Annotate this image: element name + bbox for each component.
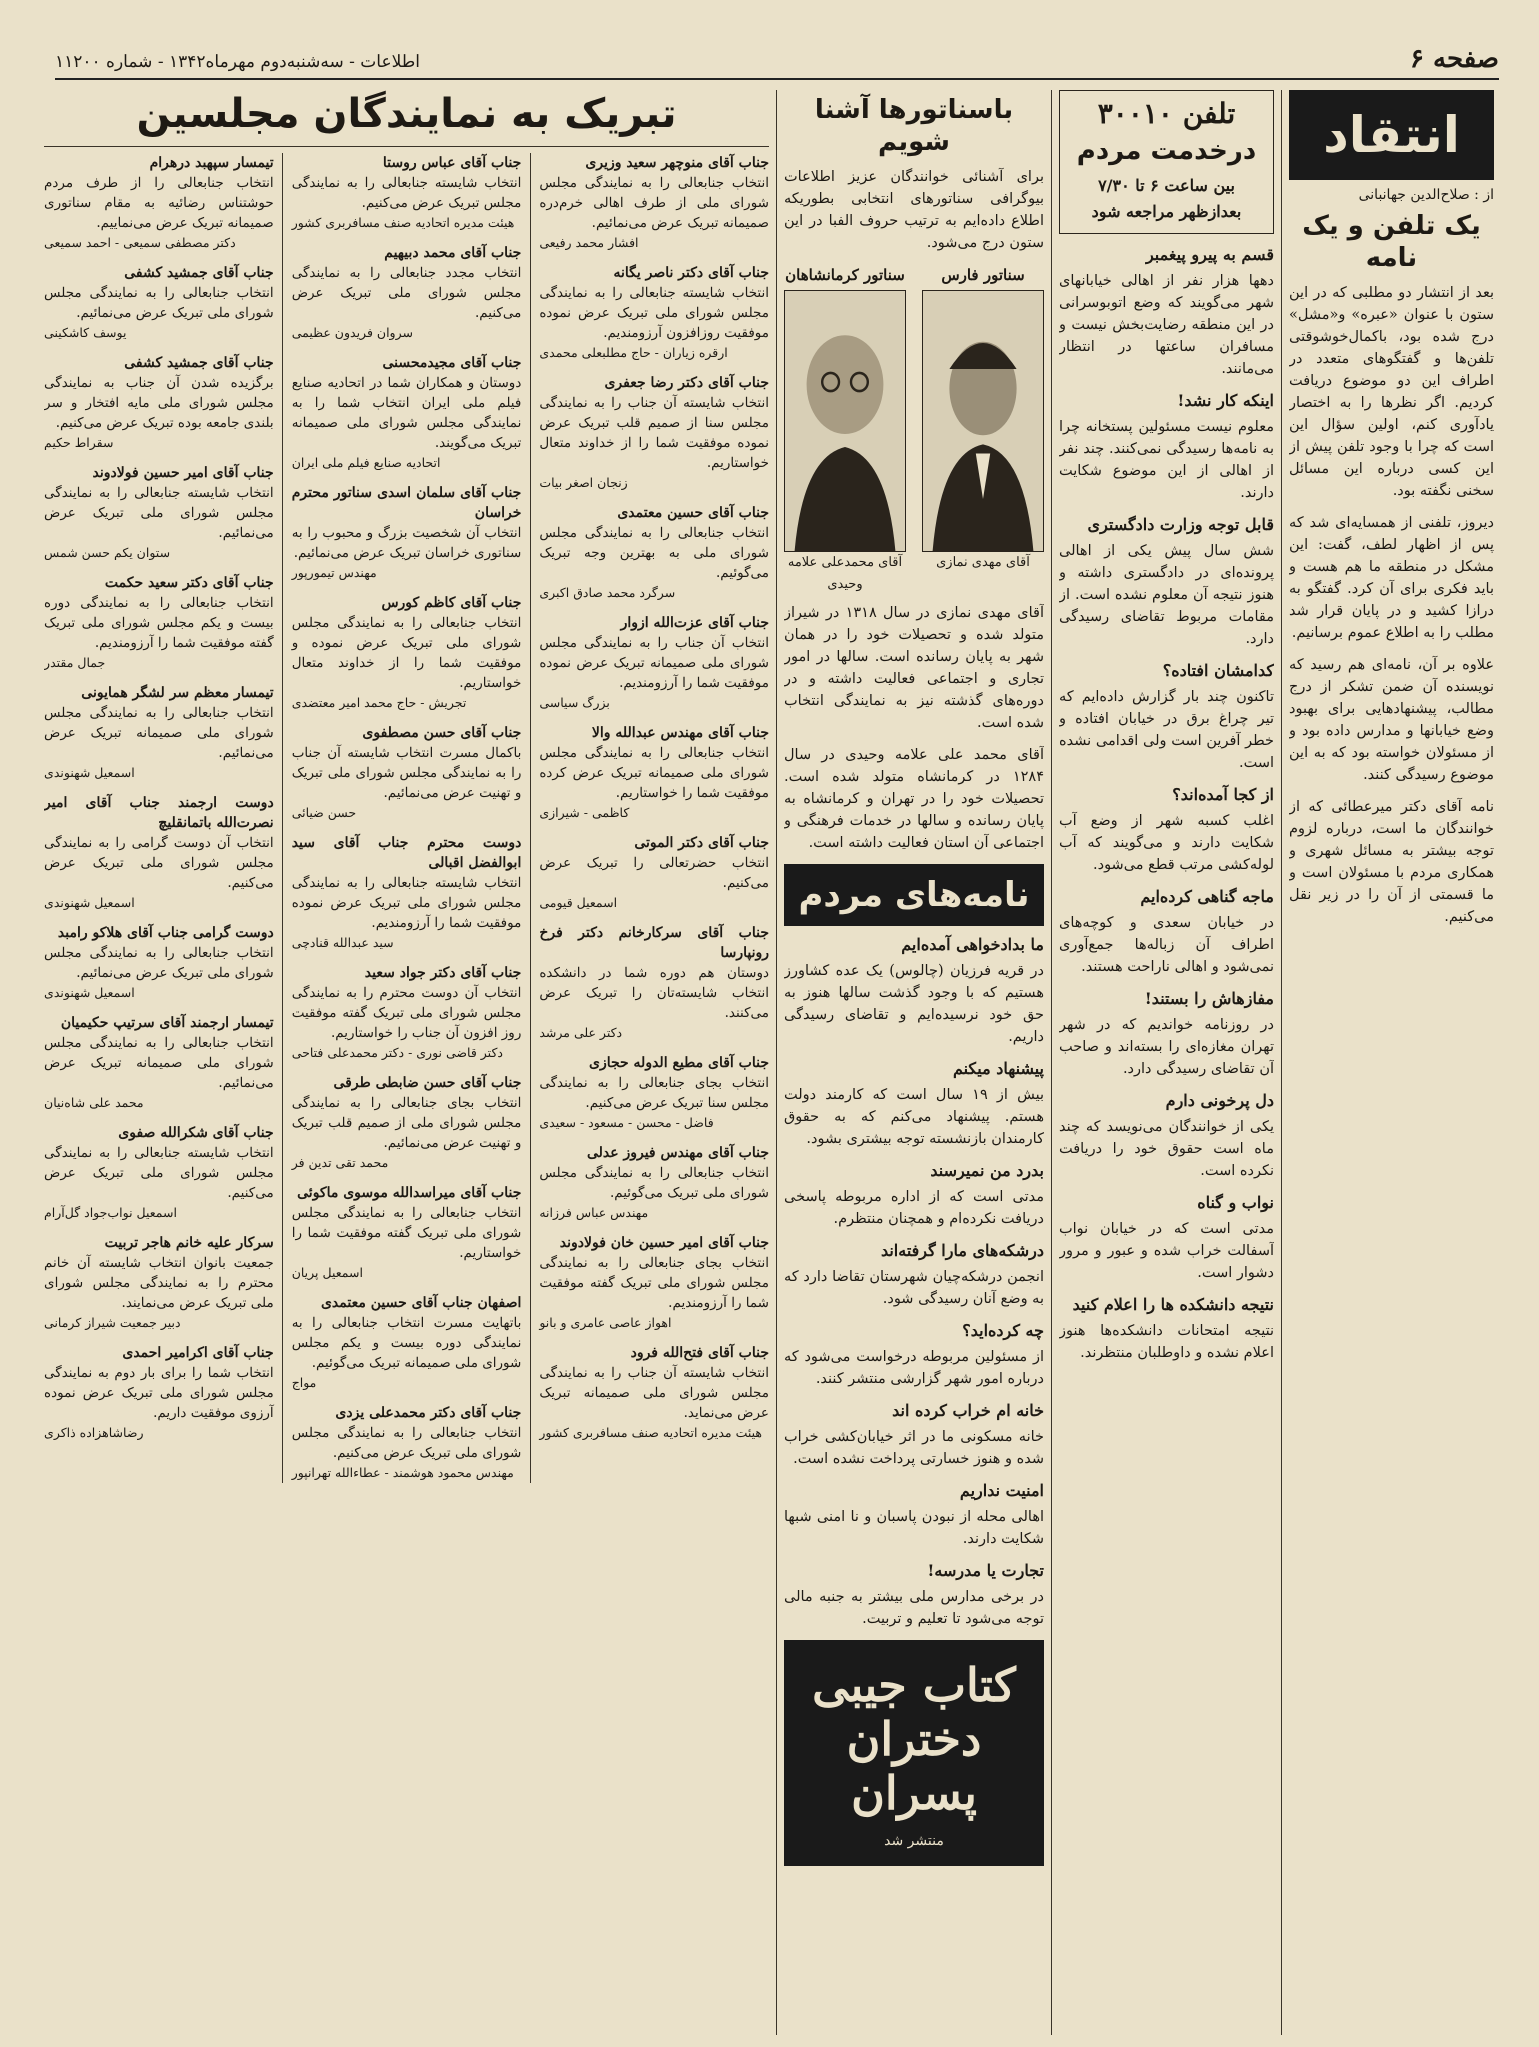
congratulation-head: جناب آقای عزت‌الله ازوار — [620, 615, 769, 631]
criticism-column — [1289, 90, 1494, 2035]
congratulation-head: جناب آقای امیر حسین خان فولادوند — [559, 1235, 769, 1251]
congratulation-body: انتخاب جنابعالی را به نمایندگی مجلس شورای ملی تبریک عرض می‌کنیم. — [291, 1425, 522, 1461]
congratulation-item — [539, 723, 769, 823]
service-item-body: مدتی است که در خیابان نواب آسفالت خراب شده و عبور و مرور دشوار است. — [1059, 1221, 1274, 1281]
senators-column — [784, 90, 1044, 2035]
congratulation-item — [539, 503, 769, 603]
congratulation-body: انتخاب جنابعالی را به نمایندگی مجلس شورای ملی تبریک گفته موفقیت شما را خواستاریم. — [291, 1205, 522, 1261]
letter-body: انجمن درشکه‌چیان شهرستان تقاضا دارد که به وضع آنان رسیدگی شود. — [784, 1269, 1044, 1307]
service-item — [1059, 244, 1274, 380]
letter-item — [784, 1320, 1044, 1390]
congratulation-item — [292, 1403, 522, 1483]
congratulation-head: جناب آقای حسن ضابطی طرقی — [333, 1075, 522, 1091]
congratulation-item — [292, 483, 522, 583]
senator-photo-caption: آقای مهدی نمازی — [936, 555, 1030, 570]
senators-title: باسناتورها آشنا شویم — [814, 95, 1014, 157]
congratulation-signature: اسمعیل نواب‌جواد گل‌آرام — [44, 1205, 177, 1220]
congratulation-head: جناب آقای سرکارخانم دکتر فرخ رونپارسا — [539, 925, 769, 961]
congratulation-body: انتخاب آن جناب را به نمایندگی مجلس شورای ملی صمیمانه تبریک عرض نموده موفقیت شما را آرزومندیم. — [539, 635, 769, 691]
congratulation-body: انتخاب جنابعالی را به نمایندگی دوره بیست و یکم مجلس شورای ملی تبریک گفته موفقیت شما را آرزومندیم. — [44, 595, 274, 651]
letter-item — [784, 1480, 1044, 1550]
senator-bio: آقای محمد علی علامه وحیدی در سال ۱۲۸۴ در کرمانشاه متولد شده است. تحصیلات خود را در تهران و کرمانشاه به پایان رسانده و سالها در خدمات فرهنگی و اجتماعی آن استان فعالیت داشته است. — [784, 747, 1044, 851]
senator-photo-kermanshah — [784, 264, 906, 596]
letter-body: اهالی محله از نبودن پاسبان و نا امنی شبها شکایت دارند. — [784, 1509, 1044, 1547]
portrait-image — [922, 290, 1044, 552]
service-item-body: یکی از خوانندگان می‌نویسد که چند ماه است حقوق خود را دریافت نکرده است. — [1059, 1119, 1274, 1179]
congratulation-item — [44, 1233, 274, 1333]
letter-body: بیش از ۱۹ سال است که کارمند دولت هستم. پیشنهاد می‌کنم که به حقوق کارمندان بازنشسته توجه بیشتری بشود. — [784, 1087, 1044, 1147]
congratulation-body: انتخاب شایسته آن جناب را به نمایندگی مجلس سنا از صمیم قلب تبریک عرض نموده موفقیت شما را از خداوند متعال خواستاریم. — [539, 395, 769, 471]
book-subtitle: منتشر شد — [884, 1833, 944, 1849]
congratulation-head: تیمسار ارجمند آقای سرتیپ حکیمیان — [60, 1015, 274, 1031]
service-item-body: تاکنون چند بار گزارش داده‌ایم که تیر چراغ برق در خیابان افتاده و خطر آفرین است ولی اقدامی نشده است. — [1059, 689, 1274, 771]
service-item — [1059, 988, 1274, 1080]
congratulation-body: انتخاب حضرتعالی را تبریک عرض می‌کنیم. — [539, 855, 769, 891]
congratulation-head: دوست ارجمند جناب آقای امیر نصرت‌الله باتمانقلیچ — [44, 795, 274, 831]
congratulation-head: دوست محترم جناب آقای سید ابوالفضل اقبالی — [291, 835, 522, 871]
column-divider — [776, 90, 777, 2035]
letter-item — [784, 1240, 1044, 1310]
congratulation-signature: مهندس عباس فرزانه — [539, 1205, 649, 1220]
congratulation-head: جناب آقای سلمان اسدی سناتور محترم خراسان — [291, 485, 522, 521]
congratulation-body: انتخاب مجدد جنابعالی را به نمایندگی مجلس شورای ملی تبریک عرض می‌کنیم. — [291, 265, 522, 321]
congratulation-signature: ستوان یکم حسن شمس — [44, 545, 171, 560]
service-item — [1059, 1294, 1274, 1364]
congratulation-head: جناب آقای دکتر سعید حکمت — [104, 575, 274, 591]
congratulation-body: جمعیت بانوان انتخاب شایسته آن خانم محترم را به نمایندگی مجلس شورای ملی تبریک عرض می‌نمایند. — [44, 1255, 274, 1311]
congratulation-body: انتخاب شایسته آن جناب را به نمایندگی مجلس شورای ملی صمیمانه تبریک عرض می‌نماید. — [539, 1365, 769, 1421]
column-divider — [1051, 90, 1052, 2035]
congratulation-signature: زنجان اصغر بیات — [539, 475, 628, 490]
congratulation-signature: افشار محمد رفیعی — [539, 235, 639, 250]
letter-item — [784, 1560, 1044, 1630]
congratulation-item — [539, 833, 769, 913]
congratulation-head: جناب آقای دکتر رضا جعفری — [604, 375, 769, 391]
criticism-byline: از : صلاح‌الدین جهانبانی — [1358, 187, 1494, 203]
book-advertisement — [784, 1640, 1044, 1866]
book-title-word: جیبی — [812, 1658, 907, 1712]
congratulations-list — [44, 153, 769, 1483]
congratulation-body: باکمال مسرت انتخاب شایسته آن جناب را به نمایندگی مجلس شورای ملی تبریک و تهنیت عرض می‌نمائیم. — [291, 745, 522, 801]
service-item — [1059, 390, 1274, 504]
service-title: درخدمت مردم — [1076, 136, 1257, 166]
congratulation-head: جناب آقای اکرامیر احمدی — [122, 1345, 274, 1361]
congratulation-head: تیمسار سپهبد درهرام — [149, 155, 274, 171]
congratulation-item — [292, 353, 522, 473]
congratulation-body: باتهایت مسرت انتخاب جنابعالی را به نمایندگی دوره بیست و یکم مجلس شورای ملی صمیمانه تبریک می‌گوئیم. — [291, 1315, 522, 1371]
service-item — [1059, 1192, 1274, 1284]
service-item — [1059, 514, 1274, 650]
congratulation-signature: محمد علی شاه‌نیان — [44, 1095, 144, 1110]
congratulation-body: انتخاب جنابعالی را به نمایندگی مجلس شورای ملی تبریک عرض می‌نمائیم. — [44, 285, 274, 321]
letter-body: مدتی است که از اداره مربوطه پاسخی دریافت نکرده‌ام و همچنان منتظرم. — [784, 1189, 1044, 1227]
congratulation-body: انتخاب جنابعالی را به نمایندگی مجلس شورای ملی تبریک عرض نموده و موفقیت شما را از خداوند متعال خواستاریم. — [291, 615, 522, 691]
congratulation-item — [539, 263, 769, 363]
congratulation-item — [292, 963, 522, 1063]
criticism-paragraph: نامه آقای دکتر میرعطائی که از خوانندگان ما است، درباره لزوم توجه بیشتر به مسائل شهری و همکاری مردم با مسئولان است و ما قسمتی از آن را در زیر نقل می‌کنیم. — [1289, 799, 1494, 925]
congratulation-head: جناب آقای مهندس عبدالله والا — [591, 725, 769, 741]
service-item-head: نتیجه دانشکده ها را اعلام کنید — [1072, 1295, 1274, 1314]
portrait-image — [784, 290, 906, 552]
congratulation-signature: هیئت مدیره اتحادیه صنف مسافربری کشور — [539, 1425, 762, 1440]
service-hours-note: بعدازظهر مراجعه شود — [1091, 202, 1242, 221]
congratulation-body: دوستان و همکاران شما در اتحادیه صنایع فیلم ملی ایران انتخاب شما را به نمایندگی مجلس شورای ملی صمیمانه تبریک می‌گویند. — [291, 375, 522, 451]
congratulation-head: جناب آقای مطیع الدوله حجازی — [589, 1055, 769, 1071]
criticism-logo: انتقاد — [1289, 90, 1494, 180]
masthead — [55, 38, 1499, 80]
letter-item — [784, 1400, 1044, 1470]
congratulation-signature: کاظمی - شیرازی — [539, 805, 630, 820]
congratulation-head: جناب آقای حسن مصطفوی — [362, 725, 522, 741]
senator-photo-fars — [922, 264, 1044, 596]
congratulation-head: جناب آقای فتح‌الله فرود — [630, 1345, 769, 1361]
congratulation-head: جناب آقای منوچهر سعید وزیری — [585, 155, 769, 171]
service-item-body: نتیجه امتحانات دانشکده‌ها هنوز اعلام نشده و داوطلبان منتظرند. — [1059, 1323, 1274, 1361]
congratulation-item — [44, 1013, 274, 1113]
congratulation-item — [292, 1293, 522, 1393]
senator-photo-head: سناتور کرمانشاهان — [785, 266, 905, 284]
congratulation-signature: اسمعیل شهنوندی — [44, 895, 135, 910]
congratulation-head: سرکار علیه خانم هاجر تربیت — [104, 1235, 274, 1251]
congratulation-body: انتخاب جنابعالی را به نمایندگی مجلس شورای ملی تبریک می‌گوئیم. — [539, 1165, 769, 1201]
congratulation-item — [539, 1233, 769, 1333]
congratulation-item — [292, 593, 522, 713]
congratulation-item — [44, 153, 274, 253]
letter-head: امنیت نداریم — [959, 1481, 1044, 1500]
congratulation-signature: ارقره زیاران - حاج مطلبعلی محمدی — [539, 345, 728, 360]
congratulation-item — [539, 613, 769, 713]
letter-head: درشکه‌های مارا گرفته‌اند — [880, 1241, 1044, 1260]
congratulation-head: تیمسار معظم سر لشگر همایونی — [81, 685, 274, 701]
congratulation-head: جناب آقای امیر حسین فولادوند — [92, 465, 274, 481]
congratulation-item — [292, 1183, 522, 1283]
letter-head: ما بدادخواهی آمده‌ایم — [901, 935, 1044, 954]
congratulation-item — [292, 153, 522, 233]
senator-photo-caption: آقای محمدعلی علامه وحیدی — [787, 555, 903, 592]
letter-item — [784, 1058, 1044, 1150]
congratulation-head: جناب آقای دکتر محمدعلی یزدی — [335, 1405, 522, 1421]
congratulation-head: جناب آقای مهندس فیروز عدلی — [586, 1145, 769, 1161]
congratulation-body: انتخاب جنابعالی را به نمایندگی مجلس شورای ملی به بهترین وجه تبریک می‌گوئیم. — [539, 525, 769, 581]
service-item-head: ماجه گناهی کرده‌ایم — [1140, 887, 1274, 906]
congratulation-head: جناب آقای کاظم کورس — [381, 595, 522, 611]
congratulation-head: جناب آقای عباس روستا — [382, 155, 522, 171]
senator-bio: آقای مهدی نمازی در سال ۱۳۱۸ در شیراز متولد شده و تحصیلات خود را در همان شهر به پایان رسانده است. سالها در امور تجاری و اجتماعی فعالیت داشته و در دوره‌های گذشته نیز به نمایندگی انتخاب شده است. — [784, 605, 1044, 731]
service-item — [1059, 886, 1274, 978]
congratulation-body: انتخاب جنابعالی را از طرف مردم حوشتناس رضائیه به مقام سناتوری صمیمانه تبریک عرض می‌نماییم. — [44, 175, 274, 231]
service-item-body: در خیابان سعدی و کوچه‌های اطراف آن زباله‌ها جمع‌آوری نمی‌شود و اهالی ناراحت هستند. — [1059, 915, 1274, 975]
congratulation-signature: اسمعیل قیومی — [539, 895, 618, 910]
congratulation-item — [44, 793, 274, 913]
congratulation-body: انتخاب آن دوست گرامی را به نمایندگی مجلس شورای ملی تبریک عرض می‌کنیم. — [44, 835, 274, 891]
service-item-body: شش سال پیش یکی از اهالی پرونده‌ای در دادگستری داشته و هنوز نتیجه آن معلوم نشده است. از مقامات مربوط تقاضای رسیدگی دارد. — [1059, 543, 1274, 647]
telephone-number: ۳۰۰۱۰ — [1097, 97, 1173, 130]
congratulation-item — [44, 573, 274, 673]
service-header-box — [1059, 90, 1274, 234]
congratulation-body: انتخاب جنابعالی را به نمایندگی مجلس شورای ملی از طرف اهالی خرم‌دره صمیمانه تبریک عرض می‌نمائیم. — [539, 175, 769, 231]
congratulations-title: تبریک به نمایندگان مجلسین — [136, 91, 677, 137]
congratulation-item — [539, 1053, 769, 1133]
congratulation-item — [539, 373, 769, 493]
service-item — [1059, 660, 1274, 774]
service-item-head: قسم به پیرو پیغمبر — [1145, 245, 1274, 264]
congratulation-body: انتخاب آن شخصیت بزرگ و محبوب را به سناتوری خراسان تبریک عرض می‌نمائیم. — [291, 525, 522, 561]
criticism-paragraph: دیروز، تلفنی از همسایه‌ای شد که پس از اظهار لطف، گفت: این مشکل در منطقه ما هم هست و باید فکری برای آن کرد. گفتگو به درازا کشید و در پایان قرار شد مطلب را به اطلاع عموم برسانیم. — [1289, 515, 1494, 641]
congratulation-item — [292, 1073, 522, 1173]
congratulation-body: انتخاب جنابعالی را به نمایندگی مجلس شورای ملی تبریک عرض می‌نمائیم. — [44, 945, 274, 981]
congratulation-item — [44, 683, 274, 783]
congratulation-signature: هیئت مدیره اتحادیه صنف مسافربری کشور — [291, 215, 515, 230]
congratulation-signature: سروان فریدون عظیمی — [291, 325, 413, 340]
congratulation-item — [539, 153, 769, 253]
congratulation-signature: جمال مقتدر — [44, 655, 106, 670]
letter-body: خانه مسکونی ما در اثر خیابان‌کشی خراب شده و هنوز خسارتی پرداخت نشده است. — [784, 1429, 1044, 1467]
congratulation-signature: رضاشاهزاده ذاکری — [44, 1425, 144, 1440]
letter-head: خانه ام خراب کرده اند — [892, 1401, 1044, 1420]
letter-item — [784, 934, 1044, 1048]
congratulation-body: انتخاب جنابعالی را به نمایندگی مجلس شورای ملی صمیمانه تبریک عرض می‌نمائیم. — [44, 705, 274, 761]
congratulation-head: جناب آقای مجید‌محسنی — [382, 355, 522, 371]
senator-photo-head: سناتور فارس — [941, 266, 1025, 284]
congratulation-signature: فاضل - محسن - مسعود - سعیدی — [539, 1115, 714, 1130]
congratulation-item — [44, 353, 274, 453]
congratulation-signature: مواج — [291, 1375, 317, 1390]
service-hours: بین ساعت ۶ تا ۷/۳۰ — [1098, 176, 1235, 195]
congratulation-head: جناب آقای جمشید کشفی — [124, 265, 274, 281]
congratulation-item — [292, 723, 522, 823]
book-title-word: کتاب — [922, 1658, 1016, 1712]
congratulation-body: انتخاب شایسته جنابعالی را به نمایندگی مجلس شورای ملی تبریک عرض نموده موفقیت شما را آرزومندیم. — [291, 875, 522, 931]
congratulation-body: انتخاب بجای جنابعالی را به نمایندگی مجلس شورای ملی تبریک گفته موفقیت شما را آرزومندیم. — [539, 1255, 769, 1311]
senators-intro: برای آشنائی خوانندگان عزیز اطلاعات بیوگرافی سناتورهای انتخابی بطوریکه اطلاع داده‌ایم به ترتیب حروف الفبا در این ستون درج می‌شود. — [784, 169, 1044, 251]
criticism-title: یک تلفن و یک نامه — [1302, 211, 1481, 273]
letter-head: بدرد من نمیرسند — [930, 1161, 1044, 1180]
issue-line: اطلاعات - سه‌شنبه‌دوم مهرماه۱۳۴۲ - شماره ۱۱۲۰۰ — [55, 52, 420, 72]
service-item-head: مفازهاش را بستند! — [1144, 989, 1274, 1008]
congratulation-head: دوست گرامی جناب آقای هلاکو رامبد — [57, 925, 274, 941]
congratulation-body: انتخاب بجای جنابعالی را به نمایندگی مجلس سنا تبریک عرض می‌کنیم. — [539, 1075, 769, 1111]
congratulation-signature: حسن ضیائی — [291, 805, 357, 820]
telephone-label: تلفن — [1182, 97, 1236, 130]
congratulation-signature: دکتر علی مرشد — [539, 1025, 623, 1040]
book-title-word: پسران — [851, 1766, 977, 1820]
congratulation-signature: اهواز عاصی عامری و بانو — [539, 1315, 672, 1330]
congratulation-item — [44, 263, 274, 343]
congratulation-signature: بزرگ سیاسی — [539, 695, 610, 710]
book-title-word: دختران — [846, 1712, 982, 1766]
congratulation-signature: اسمعیل شهنوندی — [44, 985, 135, 1000]
congratulation-item — [539, 1343, 769, 1443]
congratulation-head: جناب آقای جمشید کشفی — [124, 355, 274, 371]
congratulation-item — [539, 1143, 769, 1223]
congratulation-signature: مهندس محمود هوشمند - عطاءالله تهرانپور — [291, 1465, 514, 1480]
page-number: صفحه ۶ — [1410, 44, 1499, 74]
service-item-head: از کجا آمده‌اند؟ — [1172, 785, 1274, 804]
service-item-head: نواب و گناه — [1197, 1193, 1274, 1212]
congratulation-head: جناب آقای محمد دبیهیم — [384, 245, 522, 261]
congratulation-signature: مهندس تیمورپور — [291, 565, 377, 580]
congratulation-body: انتخاب شایسته جنابعالی را به نمایندگی مجلس تبریک عرض می‌کنیم. — [291, 175, 522, 211]
congratulation-body: انتخاب شایسته جنابعالی را به نمایندگی مجلس شورای ملی تبریک عرض نموده موفقیت روزافزون آرزومندیم. — [539, 285, 769, 341]
congratulation-signature: تجریش - حاج محمد امیر معتضدی — [291, 695, 467, 710]
letter-head: تجارت یا مدرسه! — [927, 1561, 1044, 1580]
congratulation-body: انتخاب آن دوست محترم را به نمایندگی مجلس شورای ملی تبریک گفته موفقیت روز افزون آن جناب را خواستاریم. — [291, 985, 522, 1041]
congratulation-item — [292, 833, 522, 953]
letter-head: پیشنهاد میکنم — [952, 1059, 1044, 1078]
letters-banner: نامه‌های مردم — [784, 864, 1044, 926]
congratulation-head: جناب آقای دکتر الموتی — [634, 835, 769, 851]
congratulation-signature: دکتر مصطفی سمیعی - احمد سمیعی — [44, 235, 236, 250]
congratulation-body: انتخاب شما را برای بار دوم به نمایندگی مجلس شورای ملی تبریک عرض نموده آرزوی موفقیت داریم. — [44, 1365, 274, 1421]
congratulation-body: دوستان هم دوره شما در دانشکده انتخاب شایسته‌تان را تبریک عرض می‌کنند. — [539, 965, 769, 1021]
congratulation-item — [44, 1343, 274, 1443]
congratulation-body: انتخاب شایسته جنابعالی را به نمایندگی مجلس شورای ملی تبریک عرض می‌کنیم. — [44, 1145, 274, 1201]
congratulation-item — [44, 463, 274, 563]
congratulation-head: جناب آقای دکتر جواد سعید — [364, 965, 522, 981]
congratulation-signature: اتحادیه صنایع فیلم ملی ایران — [291, 455, 441, 470]
service-item — [1059, 1090, 1274, 1182]
service-item-body: در روزنامه خواندیم که در شهر تهران مغازه‌ای را بسته‌اند و صاحب آن تقاضای رسیدگی دارد. — [1059, 1017, 1274, 1077]
letter-item — [784, 1160, 1044, 1230]
service-item-body: دهها هزار نفر از اهالی خیابانهای شهر می‌گویند که وضع اتوبوسرانی در این منطقه رضایت‌بخش نیست و مسافران ساعتها در انتظار می‌مانند. — [1059, 273, 1274, 377]
service-item-head: کدامشان افتاده؟ — [1162, 661, 1274, 680]
service-item-body: اغلب کسبه شهر از وضع آب شکایت دارند و می‌گویند که آب لوله‌کشی مرتب قطع می‌شود. — [1059, 813, 1274, 873]
service-item-head: قابل توجه وزارت دادگستری — [1087, 515, 1274, 534]
congratulation-body: انتخاب شایسته جنابعالی را به نمایندگی مجلس شورای ملی تبریک عرض می‌نمائیم. — [44, 485, 274, 541]
congratulation-head: جناب آقای شکرالله صفوی — [118, 1125, 274, 1141]
service-item-body: معلوم نیست مسئولین پستخانه چرا به نامه‌ها رسیدگی نمی‌کنند. چند نفر از اهالی از این موضوع شکایت دارند. — [1059, 419, 1274, 501]
letter-body: از مسئولین مربوطه درخواست می‌شود که درباره امور شهر گزارشی منتشر کنند. — [784, 1349, 1044, 1387]
congratulation-signature: سرگرد محمد صادق اکبری — [539, 585, 676, 600]
criticism-paragraph: بعد از انتشار دو مطلبی که در این ستون با عنوان «عبره» و«مشل» درج شده بود، باکمال‌خوشوقتی تلفن‌ها و گفتگوهای متعدد در اطراف این دو موضوع دریافت کردیم. اگر نظرها را به اختصار یادآوری کنم، اولین سؤال این است که چرا با وجود تلفن پیش از این کسی درباره این مسائل سخنی نگفته بود. — [1289, 285, 1494, 499]
service-column — [1059, 90, 1274, 2035]
congratulation-head: اصفهان جناب آقای حسین معتمدی — [320, 1295, 522, 1311]
congratulation-item — [44, 1123, 274, 1223]
congratulation-signature: یوسف کاشکینی — [44, 325, 127, 340]
congratulation-body: برگزیده شدن آن جناب به نمایندگی مجلس شورای ملی مایه افتخار و سر بلندی جامعه بوده تبریک عرض می‌کنیم. — [44, 375, 274, 431]
congratulation-signature: اسمعیل شهنوندی — [44, 765, 135, 780]
service-item-head: دل پرخونی دارم — [1165, 1091, 1274, 1110]
congratulation-signature: دبیر جمعیت شیراز کرمانی — [44, 1315, 181, 1330]
congratulation-signature: دکتر قاضی نوری - دکتر محمدعلی فتاحی — [291, 1045, 503, 1060]
senator-photos — [784, 264, 1044, 596]
service-item-head: اینکه کار نشد! — [1177, 391, 1274, 410]
criticism-paragraph: علاوه بر آن، نامه‌ای هم رسید که نویسنده آن ضمن تشکر از درج مطالب، پیشنهادهایی برای بهبود وضع خیابانها و مدارس داده بود و از مسئولان خواسته بود که به این موضوع رسیدگی کنند. — [1289, 657, 1494, 783]
congratulation-head: جناب آقای حسین معتمدی — [617, 505, 769, 521]
congratulation-head: جناب آقای دکتر ناصر یگانه — [613, 265, 769, 281]
letter-body: در قریه فرزیان (چالوس) یک عده کشاورز هستیم که با وجود گذشت سالها هنوز به حق خود نرسیده‌ایم و تقاضای رسیدگی داریم. — [784, 963, 1044, 1045]
congratulation-item — [44, 923, 274, 1003]
congratulation-body: انتخاب جنابعالی را به نمایندگی مجلس شورای ملی صمیمانه تبریک عرض کرده موفقیت شما را خواستاریم. — [539, 745, 769, 801]
service-item — [1059, 784, 1274, 876]
column-divider — [1281, 90, 1282, 2035]
congratulation-item — [539, 923, 769, 1043]
congratulation-body: انتخاب جنابعالی را به نمایندگی مجلس شورای ملی صمیمانه تبریک عرض می‌نمائیم. — [44, 1035, 274, 1091]
congratulation-signature: اسمعیل پریان — [291, 1265, 363, 1280]
congratulation-signature: محمد تقی تدین فر — [291, 1155, 389, 1170]
letter-head: چه کرده‌اید؟ — [962, 1321, 1044, 1340]
congratulation-body: انتخاب بجای جنابعالی را به نمایندگی مجلس شورای ملی از صمیم قلب تبریک و تهنیت عرض می‌نمائیم. — [291, 1095, 522, 1151]
congratulations-section — [44, 90, 769, 2035]
congratulation-item — [292, 243, 522, 343]
congratulation-signature: سید عبدالله قنادچی — [291, 935, 394, 950]
congratulation-signature: سقراط حکیم — [44, 435, 114, 450]
congratulation-head: جناب آقای میراسدالله موسوی ماکوئی — [297, 1185, 522, 1201]
letter-body: در برخی مدارس ملی بیشتر به جنبه مالی توجه می‌شود تا تعلیم و تربیت. — [784, 1589, 1044, 1627]
